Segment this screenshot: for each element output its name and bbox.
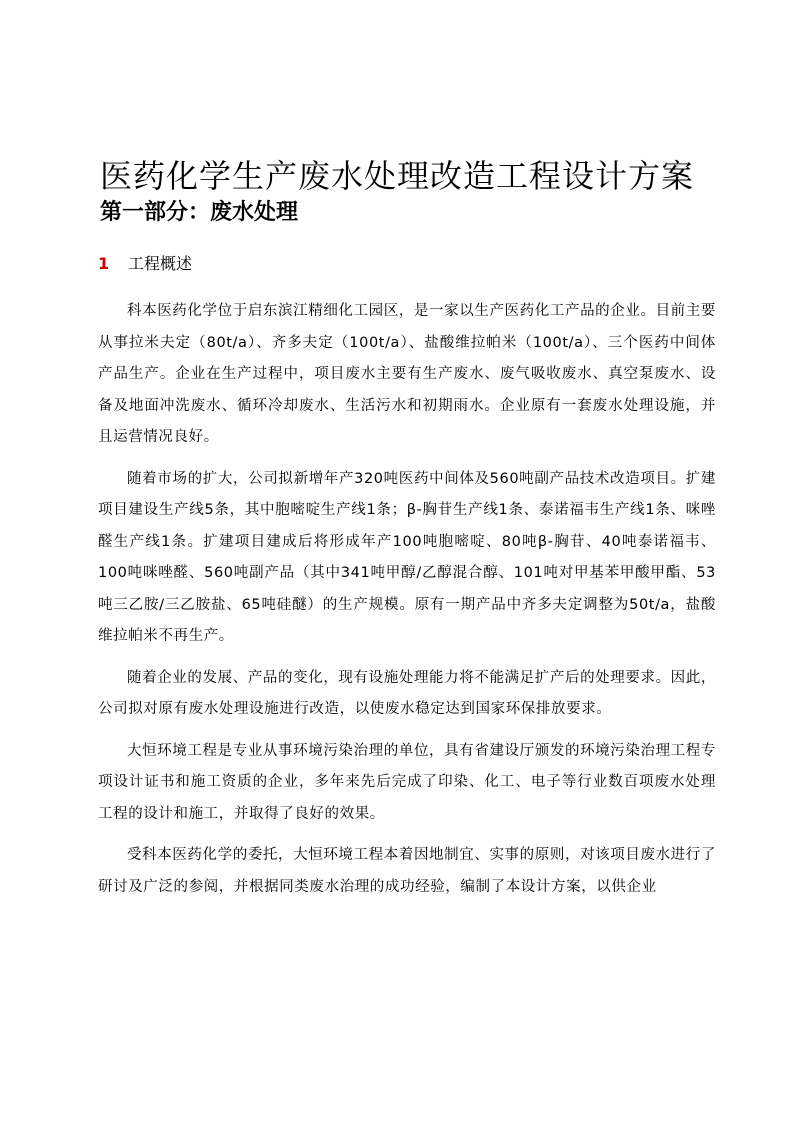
section-label: 工程概述 xyxy=(128,254,193,273)
paragraph-overview: 科本医药化学位于启东滨江精细化工园区，是一家以生产医药化工产品的企业。目前主要从事拉米夫定（80t/a）、齐多夫定（100t/a）、盐酸维拉帕米（100t/a）、三个医药中间体产品生产。企业在生产过程中，项目废水主要有生产废水、废气吸收废水、真空泵废水、设备及地面冲洗废水、循环冷却废水、生活污水和初期雨水。企业原有一套废水处理设施，并且运营情况良好。 xyxy=(98,303,716,445)
section-number: 1 xyxy=(98,254,110,273)
paragraph-contractor: 大恒环境工程是专业从事环境污染治理的单位，具有省建设厅颁发的环境污染治理工程专项设计证书和施工资质的企业，多年来先后完成了印染、化工、电子等行业数百项废水处理工程的设计和施工，并取得了良好的效果。 xyxy=(98,742,716,822)
document-title: 医药化学生产废水处理改造工程设计方案 xyxy=(99,157,694,195)
section-heading xyxy=(98,252,192,276)
part-title: 第一部分：废水处理 xyxy=(100,199,299,225)
paragraph-capacity: 随着企业的发展、产品的变化，现有设施处理能力将不能满足扩产后的处理要求。因此，公司拟对原有废水处理设施进行改造，以使废水稳定达到国家环保排放要求。 xyxy=(98,669,716,717)
paragraph-expansion: 随着市场的扩大，公司拟新增年产320吨医药中间体及560吨副产品技术改造项目。扩建项目建设生产线5条，其中胞嘧啶生产线1条；β-胸苷生产线1条、泰诺福韦生产线1条、咪唑醛生产线1条。扩建项目建成后将形成年产100吨胞嘧啶、80吨β-胸苷、40吨泰诺福韦、100吨咪唑醛、560吨副产品（其中341吨甲醇/乙醇混合醇、101吨对甲基苯甲酸甲酯、53吨三乙胺/三乙胺盐、65吨硅醚）的生产规模。原有一期产品中齐多夫定调整为50t/a，盐酸维拉帕米不再生产。 xyxy=(98,470,716,644)
paragraph-commission: 受科本医药化学的委托，大恒环境工程本着因地制宜、实事的原则，对该项目废水进行了研讨及广泛的参阅，并根据同类废水治理的成功经验，编制了本设计方案，以供企业 xyxy=(98,847,716,895)
document-body xyxy=(98,296,716,913)
